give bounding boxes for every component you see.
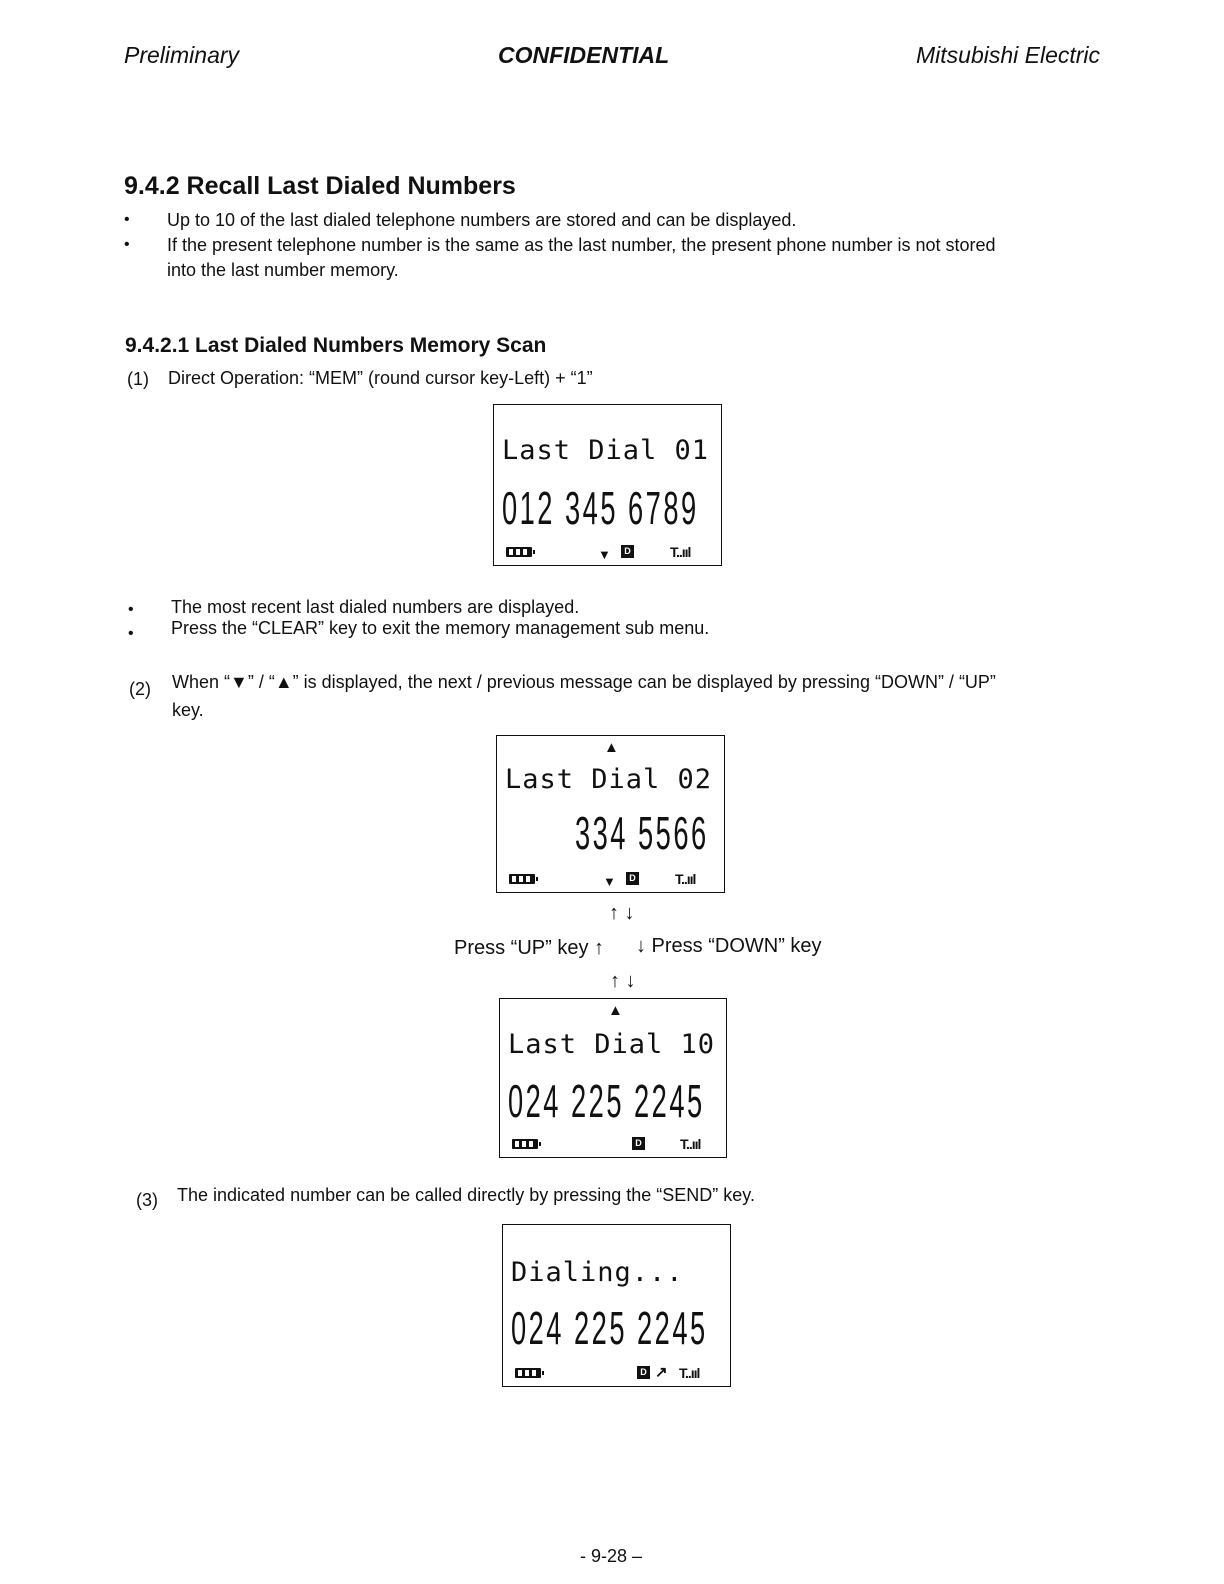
lcd-display-last-dial-02 — [496, 735, 725, 893]
section-title: 9.4.2 Recall Last Dialed Numbers — [124, 172, 516, 200]
digital-mode-icon: D — [621, 545, 634, 558]
lcd-display-last-dial-10 — [499, 998, 727, 1158]
digital-mode-icon: D — [632, 1137, 645, 1150]
lcd-display-last-dial-01 — [493, 404, 722, 566]
section-bullet-1: Up to 10 of the last dialed telephone numbers are stored and can be displayed. — [167, 210, 797, 230]
battery-icon — [509, 874, 535, 884]
lcd-number: 012 345 6789 — [502, 483, 699, 535]
down-arrow-indicator-icon: ▼ — [603, 874, 616, 889]
signal-strength-icon: T..ııl — [680, 1136, 701, 1152]
battery-icon — [506, 547, 532, 557]
bullet-dot: • — [124, 236, 130, 253]
digital-mode-icon: D — [626, 872, 639, 885]
up-down-arrows-icon: ↑ ↓ — [609, 902, 635, 924]
bullet-dot: • — [128, 601, 134, 618]
lcd-status-bar — [508, 1137, 718, 1153]
lcd-line-1: Last Dial 01 — [502, 435, 710, 466]
up-down-arrows-icon: ↑ ↓ — [610, 970, 636, 992]
step-1-bullet-1: The most recent last dialed numbers are displayed. — [171, 597, 580, 617]
lcd-number: 024 225 2245 — [508, 1076, 705, 1128]
lcd-line-1: Last Dial 10 — [508, 1029, 716, 1060]
lcd-line-1: Dialing... — [511, 1257, 684, 1288]
step-1-bullet-2: Press the “CLEAR” key to exit the memory management sub menu. — [171, 618, 710, 638]
section-bullet-2: If the present telephone number is the same as the last number, the present phone number is not stored — [167, 235, 996, 255]
down-arrow-indicator-icon: ▼ — [598, 547, 611, 562]
press-up-label: Press “UP” key ↑ — [454, 937, 605, 959]
header-confidential: CONFIDENTIAL — [498, 42, 670, 68]
up-arrow-indicator-icon: ▲ — [604, 739, 619, 756]
battery-icon — [515, 1368, 541, 1378]
signal-strength-icon: T..ııl — [670, 544, 691, 560]
signal-strength-icon: T..ııl — [675, 871, 696, 887]
step-2-text-cont: key. — [172, 700, 204, 720]
lcd-line-1: Last Dial 02 — [505, 764, 713, 795]
step-2-number: (2) — [129, 679, 151, 699]
lcd-status-bar — [502, 545, 713, 561]
lcd-display-dialing — [502, 1224, 731, 1387]
lcd-status-bar — [511, 1366, 722, 1382]
step-2-text: When “▼” / “▲” is displayed, the next / previous message can be displayed by pressing “DOWN” / “UP” — [172, 672, 996, 692]
lcd-number: 334 5566 — [575, 808, 709, 860]
lcd-status-bar — [505, 872, 716, 888]
handset-icon: ↗ — [655, 1364, 668, 1381]
bullet-dot: • — [124, 211, 130, 228]
up-arrow-indicator-icon: ▲ — [608, 1002, 623, 1019]
step-3-text: The indicated number can be called directly by pressing the “SEND” key. — [177, 1185, 755, 1205]
step-3-number: (3) — [136, 1190, 158, 1210]
step-1-number: (1) — [127, 369, 149, 389]
page-number: - 9-28 – — [580, 1546, 643, 1566]
header-preliminary: Preliminary — [124, 42, 240, 68]
signal-strength-icon: T..ııl — [679, 1365, 700, 1381]
battery-icon — [512, 1139, 538, 1149]
lcd-number: 024 225 2245 — [511, 1303, 708, 1355]
header-company: Mitsubishi Electric — [916, 42, 1101, 68]
section-bullet-2-cont: into the last number memory. — [167, 260, 399, 280]
bullet-dot: • — [128, 625, 134, 642]
subsection-title: 9.4.2.1 Last Dialed Numbers Memory Scan — [125, 334, 547, 357]
digital-mode-icon: D — [637, 1366, 650, 1379]
step-1-text: Direct Operation: “MEM” (round cursor key-Left) + “1” — [168, 368, 593, 388]
press-down-label: ↓ Press “DOWN” key — [636, 935, 822, 957]
